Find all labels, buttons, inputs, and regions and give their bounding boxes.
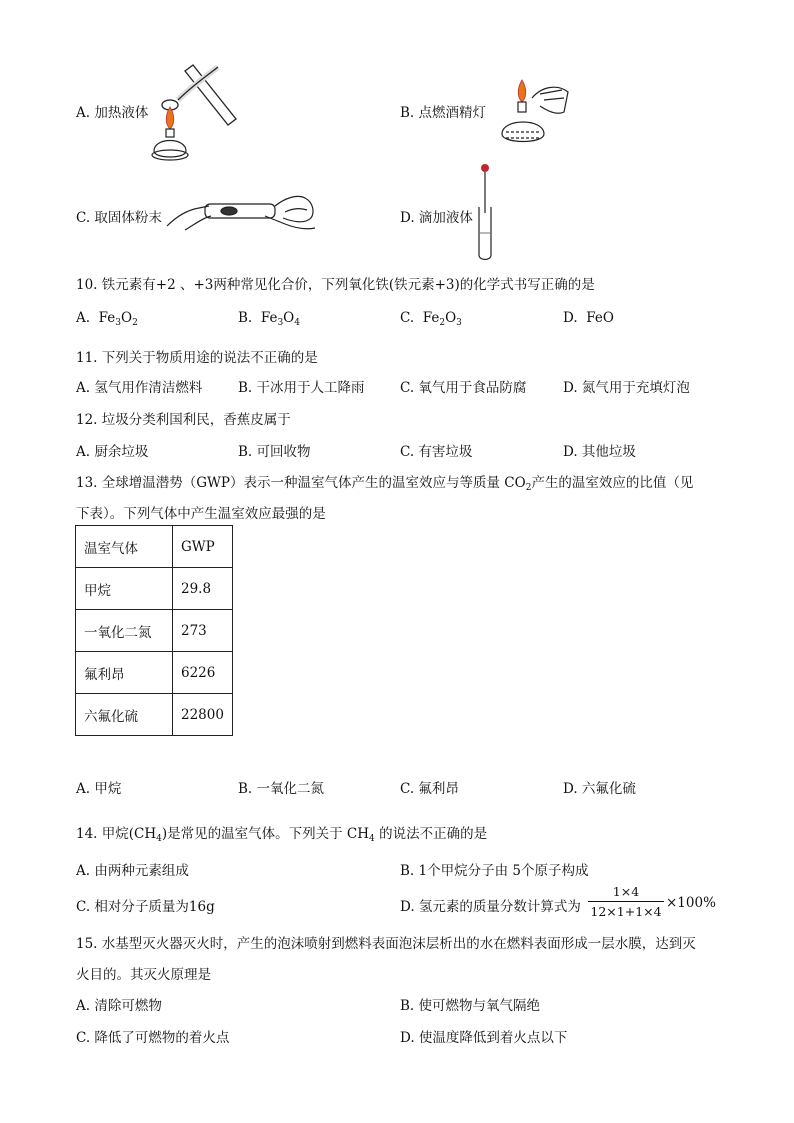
table-row	[76, 694, 233, 736]
heating-liquid-illustration	[148, 55, 248, 165]
table-cell: 22800	[173, 694, 233, 736]
question-14-stem: 14. 甲烷$(CH_4)$是常见的温室气体。下列关于 $CH_4$ 的说法不正确的是	[76, 826, 488, 844]
question-12-stem: 12. 垃圾分类利国利民，香蕉皮属于	[76, 412, 291, 428]
question-13-stem-line2: 下表）。下列气体中产生温室效应最强的是	[76, 506, 326, 522]
table-cell: 6226	[173, 652, 233, 694]
table-header-cell: GWP	[173, 526, 233, 568]
question-14-option-d-text: D. 氢元素的质量分数计算式为	[400, 899, 581, 915]
table-header-row	[76, 526, 233, 568]
question-15-option-d: D. 使温度降低到着火点以下	[400, 1030, 568, 1046]
question-13-option-c: C. 氟利昂	[400, 781, 459, 797]
question-13-option-b: B. 一氧化二氮	[238, 781, 325, 797]
question-11-option-a: A. 氢气用作清洁燃料	[76, 380, 203, 396]
option-c-take-powder: C. 取固体粉末	[76, 210, 162, 226]
question-13-option-a: A. 甲烷	[76, 781, 122, 797]
question-10-stem: 10. 铁元素有+2 、+3两种常见化合价，下列氧化铁(铁元素+3)的化学式书写正确的是	[76, 277, 595, 293]
table-cell: 29.8	[173, 568, 233, 610]
fraction-denominator: 12×1+1×4	[590, 904, 662, 919]
take-powder-illustration	[165, 186, 320, 236]
drop-liquid-illustration	[475, 163, 495, 263]
question-15-stem-line1: 15. 水基型灭火器灭火时，产生的泡沫喷射到燃料表面泡沫层析出的水在燃料表面形成一层水膜，达到灭	[76, 936, 696, 952]
option-a-heating-liquid: A. 加热液体	[76, 105, 149, 121]
table-cell: 273	[173, 610, 233, 652]
question-10-option-a: A. $Fe_3O_2$	[76, 310, 138, 328]
table-cell: 一氧化二氮	[76, 610, 173, 652]
question-11-option-d: D. 氮气用于充填灯泡	[563, 380, 690, 396]
question-10-option-b: B. $Fe_3O_4$	[238, 310, 300, 328]
question-15-option-b: B. 使可燃物与氧气隔绝	[400, 998, 541, 1014]
question-12-option-c: C. 有害垃圾	[400, 444, 473, 460]
hydrogen-fraction	[588, 884, 664, 919]
gwp-table	[75, 525, 233, 736]
question-14-option-c: C. 相对分子质量为16g	[76, 899, 215, 915]
option-d-drop-liquid: D. 滴加液体	[400, 210, 473, 226]
question-15-option-a: A. 清除可燃物	[76, 998, 162, 1014]
table-cell: 甲烷	[76, 568, 173, 610]
fraction-tail: ×100%	[666, 895, 716, 911]
table-row	[76, 568, 233, 610]
table-row	[76, 652, 233, 694]
option-b-light-alcohol-lamp: B. 点燃酒精灯	[400, 105, 487, 121]
table-header-cell: 温室气体	[76, 526, 173, 568]
fraction-bar	[588, 901, 664, 902]
question-12-option-d: D. 其他垃圾	[563, 444, 636, 460]
fraction-numerator: 1×4	[612, 884, 640, 899]
table-cell: 六氟化硫	[76, 694, 173, 736]
question-14-option-a: A. 由两种元素组成	[76, 863, 189, 879]
question-15-option-c: C. 降低了可燃物的着火点	[76, 1030, 230, 1046]
question-10-option-c: C. $Fe_2O_3$	[400, 310, 462, 328]
question-13-stem-line1: 13. 全球增温潜势（GWP）表示一种温室气体产生的温室效应与等质量 $CO_2$产生的温室效应的比值（见	[76, 475, 694, 493]
question-12-option-b: B. 可回收物	[238, 444, 311, 460]
question-14-option-b: B. 1个甲烷分子由 5个原子构成	[400, 863, 589, 879]
table-row	[76, 610, 233, 652]
lighting-lamp-illustration	[492, 72, 572, 152]
question-11-option-b: B. 干冰用于人工降雨	[238, 380, 365, 396]
question-12-option-a: A. 厨余垃圾	[76, 444, 149, 460]
question-15-stem-line2: 火目的。其灭火原理是	[76, 967, 211, 983]
question-11-stem: 11. 下列关于物质用途的说法不正确的是	[76, 350, 318, 366]
question-11-option-c: C. 氧气用于食品防腐	[400, 380, 527, 396]
question-10-option-d: D. FeO	[563, 310, 614, 326]
table-cell: 氟利昂	[76, 652, 173, 694]
question-13-option-d: D. 六氟化硫	[563, 781, 636, 797]
